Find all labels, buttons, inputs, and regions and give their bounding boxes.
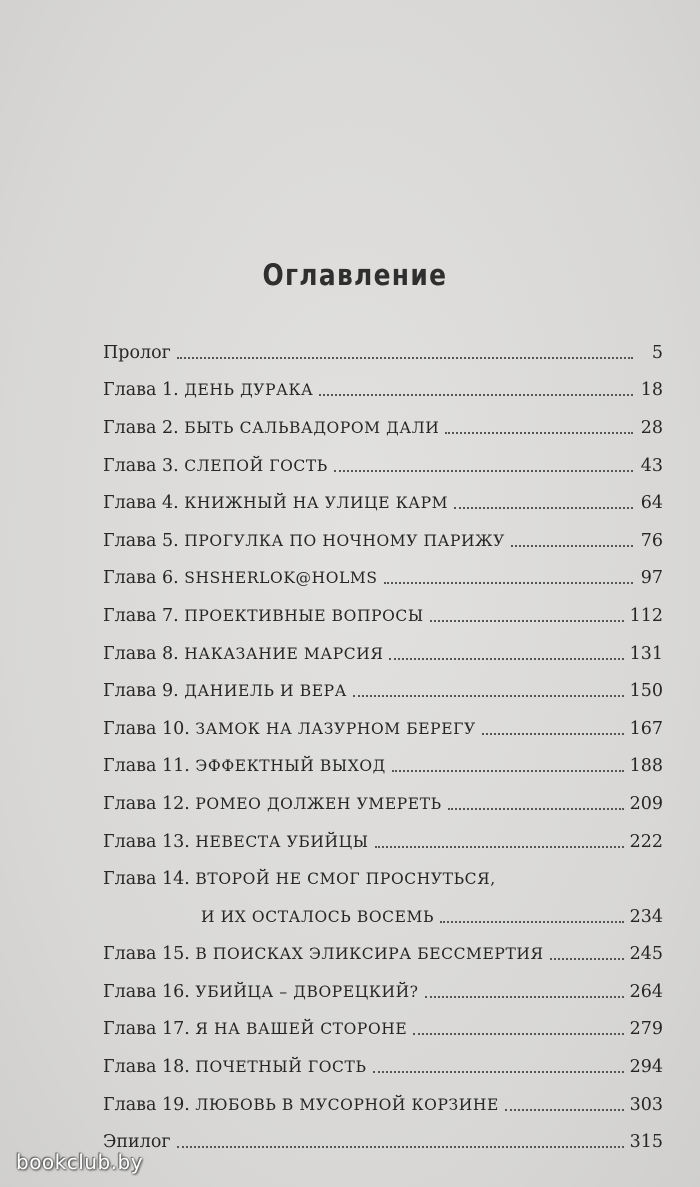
chapter-title: Я НА ВАШЕЙ СТОРОНЕ bbox=[195, 1020, 408, 1039]
leader-dots bbox=[177, 357, 633, 359]
page-number: 43 bbox=[640, 455, 663, 476]
leader-dots bbox=[177, 1146, 624, 1148]
entry-label: Глава 16. bbox=[103, 981, 190, 1002]
chapter-title: УБИЙЦА – ДВОРЕЦКИЙ? bbox=[195, 982, 419, 1001]
toc-entry-epilogue bbox=[103, 1123, 663, 1161]
entry-label: Глава 10. bbox=[103, 718, 190, 739]
leader-dots bbox=[454, 507, 633, 509]
chapter-title: НЕВЕСТА УБИЙЦЫ bbox=[195, 832, 369, 851]
chapter-title: ЗАМОК НА ЛАЗУРНОМ БЕРЕГУ bbox=[195, 719, 476, 738]
leader-dots bbox=[413, 1033, 623, 1035]
toc-entry-chapter-11 bbox=[103, 748, 663, 786]
page-number: 245 bbox=[629, 944, 663, 965]
entry-label: Глава 1. bbox=[103, 380, 179, 401]
entry-label: Пролог bbox=[103, 342, 171, 363]
chapter-title: ДАНИЕЛЬ И ВЕРА bbox=[184, 682, 347, 701]
page-number: 112 bbox=[629, 605, 663, 626]
toc-entry-chapter-5 bbox=[103, 522, 663, 560]
entry-label: Глава 12. bbox=[103, 793, 190, 814]
page-number: 18 bbox=[640, 380, 663, 401]
toc-entry-chapter-12 bbox=[103, 785, 663, 823]
leader-dots bbox=[353, 695, 624, 697]
toc-entry-chapter-14 bbox=[103, 860, 663, 935]
toc-entry-chapter-13 bbox=[103, 823, 663, 861]
page-number: 5 bbox=[651, 342, 663, 363]
page-number: 131 bbox=[629, 643, 663, 664]
leader-dots bbox=[389, 658, 623, 660]
page-number: 167 bbox=[629, 718, 663, 739]
page-number: 234 bbox=[629, 906, 663, 927]
leader-dots bbox=[373, 1071, 624, 1073]
leader-dots bbox=[448, 808, 624, 810]
watermark: bookclub.by bbox=[16, 1150, 144, 1174]
toc-entry-chapter-17 bbox=[103, 1011, 663, 1049]
toc-entry-prologue bbox=[103, 334, 663, 372]
entry-label: Глава 9. bbox=[103, 681, 179, 702]
entry-label: Глава 13. bbox=[103, 831, 190, 852]
chapter-title: НАКАЗАНИЕ МАРСИЯ bbox=[184, 644, 384, 663]
entry-label: Глава 18. bbox=[103, 1057, 190, 1078]
entry-label: Глава 8. bbox=[103, 643, 179, 664]
page-number: 209 bbox=[629, 793, 663, 814]
toc-entry-chapter-3 bbox=[103, 447, 663, 485]
entry-label: Глава 3. bbox=[103, 455, 179, 476]
leader-dots bbox=[334, 470, 633, 472]
page-number: 150 bbox=[629, 681, 663, 702]
leader-dots bbox=[440, 921, 624, 923]
leader-dots bbox=[375, 846, 624, 848]
table-of-contents bbox=[103, 334, 663, 1161]
toc-entry-chapter-15 bbox=[103, 936, 663, 974]
entry-label: Глава 2. bbox=[103, 417, 179, 438]
toc-entry-chapter-9 bbox=[103, 672, 663, 710]
leader-dots bbox=[482, 733, 624, 735]
chapter-title: РОМЕО ДОЛЖЕН УМЕРЕТЬ bbox=[195, 794, 442, 813]
chapter-title: БЫТЬ САЛЬВАДОРОМ ДАЛИ bbox=[184, 418, 440, 437]
leader-dots bbox=[384, 582, 633, 584]
chapter-title: СЛЕПОЙ ГОСТЬ bbox=[184, 456, 328, 475]
page-number: 303 bbox=[629, 1094, 663, 1115]
page-number: 64 bbox=[640, 493, 663, 514]
entry-label: Глава 17. bbox=[103, 1019, 190, 1040]
page-number: 264 bbox=[629, 981, 663, 1002]
toc-entry-chapter-19 bbox=[103, 1086, 663, 1124]
leader-dots bbox=[445, 432, 633, 434]
toc-entry-chapter-16 bbox=[103, 973, 663, 1011]
page-number: 315 bbox=[629, 1132, 663, 1153]
entry-label: Глава 5. bbox=[103, 530, 179, 551]
entry-label: Глава 7. bbox=[103, 605, 179, 626]
toc-entry-chapter-1 bbox=[103, 372, 663, 410]
toc-entry-chapter-2 bbox=[103, 409, 663, 447]
toc-entry-chapter-7 bbox=[103, 597, 663, 635]
page-number: 279 bbox=[629, 1019, 663, 1040]
leader-dots bbox=[550, 958, 624, 960]
entry-label: Глава 15. bbox=[103, 944, 190, 965]
toc-entry-chapter-4 bbox=[103, 484, 663, 522]
chapter-title: ЛЮБОВЬ В МУСОРНОЙ КОРЗИНЕ bbox=[195, 1095, 499, 1114]
entry-label: Глава 4. bbox=[103, 493, 179, 514]
entry-label: Глава 6. bbox=[103, 568, 179, 589]
leader-dots bbox=[425, 996, 624, 998]
page-number: 76 bbox=[640, 530, 663, 551]
chapter-title: В ПОИСКАХ ЭЛИКСИРА БЕССМЕРТИЯ bbox=[195, 945, 544, 964]
toc-entry-chapter-18 bbox=[103, 1048, 663, 1086]
entry-label: Глава 11. bbox=[103, 756, 190, 777]
entry-label: Глава 14. bbox=[103, 869, 190, 890]
chapter-title: ЭФФЕКТНЫЙ ВЫХОД bbox=[195, 757, 386, 776]
toc-entry-chapter-10 bbox=[103, 710, 663, 748]
chapter-title: ПРОГУЛКА ПО НОЧНОМУ ПАРИЖУ bbox=[184, 531, 505, 550]
leader-dots bbox=[505, 1109, 624, 1111]
toc-title: Оглавление bbox=[262, 258, 448, 292]
chapter-title-line-2: И ИХ ОСТАЛОСЬ ВОСЕМЬ bbox=[201, 907, 435, 926]
toc-entry-chapter-6 bbox=[103, 560, 663, 598]
chapter-title: ПОЧЕТНЫЙ ГОСТЬ bbox=[195, 1058, 367, 1077]
entry-label: Эпилог bbox=[103, 1132, 171, 1153]
chapter-title: SHSHERLOK@HOLMS bbox=[184, 569, 378, 588]
chapter-title: ДЕНЬ ДУРАКА bbox=[184, 381, 314, 400]
leader-dots bbox=[392, 770, 624, 772]
page-number: 222 bbox=[629, 831, 663, 852]
entry-label: Глава 19. bbox=[103, 1094, 190, 1115]
leader-dots bbox=[430, 620, 624, 622]
leader-dots bbox=[511, 545, 633, 547]
chapter-title: КНИЖНЫЙ НА УЛИЦЕ КАРМ bbox=[184, 494, 449, 513]
page-number: 28 bbox=[640, 417, 663, 438]
chapter-title: ВТОРОЙ НЕ СМОГ ПРОСНУТЬСЯ, bbox=[195, 870, 496, 889]
chapter-title: ПРОЕКТИВНЫЕ ВОПРОСЫ bbox=[184, 606, 424, 625]
page-number: 97 bbox=[640, 568, 663, 589]
leader-dots bbox=[319, 394, 633, 396]
page-number: 294 bbox=[629, 1057, 663, 1078]
toc-entry-chapter-8 bbox=[103, 635, 663, 673]
page-number: 188 bbox=[629, 756, 663, 777]
